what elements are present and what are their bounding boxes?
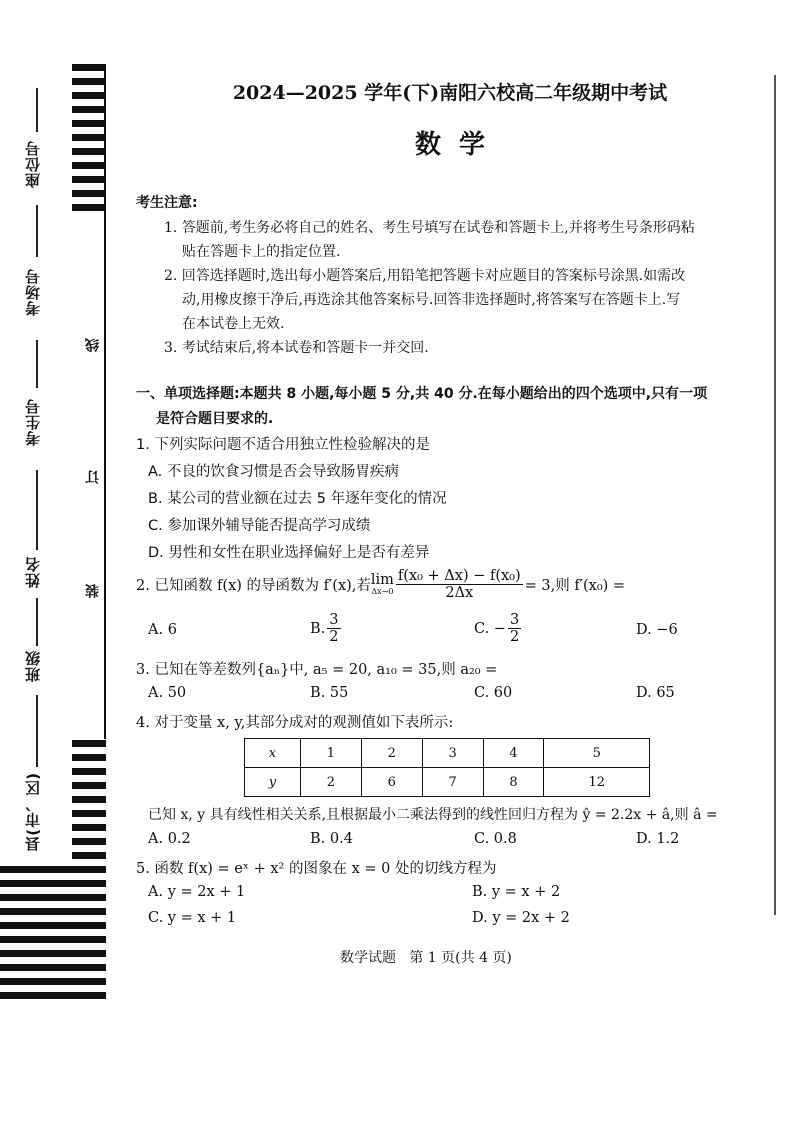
- table-cell: 2: [361, 739, 422, 768]
- question-3-option-d: D. 65: [636, 685, 675, 701]
- notice-heading: 考生注意:: [136, 195, 198, 211]
- notice-line: 在本试卷上无效.: [182, 316, 285, 332]
- option-c-label: C. −: [474, 620, 506, 637]
- question-2-stem: [136, 568, 625, 601]
- limit-operator: [371, 573, 394, 596]
- question-3-option-a: A. 50: [148, 685, 187, 701]
- question-1-option-c: C. 参加课外辅导能否提高学习成绩: [148, 518, 371, 534]
- question-5-option-b: B. y = x + 2: [472, 884, 561, 900]
- question-5-stem: 5. 函数 f(x) = eˣ + x² 的图象在 x = 0 处的切线方程为: [136, 861, 497, 877]
- bind-mark: 装: [85, 584, 101, 598]
- county-label: 县(市、区): [24, 772, 42, 852]
- question-2-suffix: = 3,则 f′(x₀) =: [524, 578, 626, 594]
- blank-line: [36, 88, 38, 132]
- exam-title: 2024—2025 学年(下)南阳六校高二年级期中考试: [232, 82, 668, 104]
- question-4-option-c: C. 0.8: [474, 831, 517, 847]
- lim-text: lim: [370, 572, 394, 589]
- class-label: 班级: [24, 650, 42, 682]
- barcode-strip-top: [72, 64, 106, 214]
- observation-table: [244, 738, 650, 797]
- blank-line: [36, 205, 38, 257]
- page-footer: 数学试题 第 1 页(共 4 页): [340, 950, 512, 966]
- table-cell: 8: [483, 768, 544, 797]
- student-number-label: 考生号: [24, 398, 42, 446]
- question-3-option-b: B. 55: [310, 685, 349, 701]
- option-c-numerator: 3: [509, 612, 520, 628]
- line-mark: 线: [85, 338, 101, 352]
- question-1-option-b: B. 某公司的营业额在过去 5 年逐年变化的情况: [148, 491, 447, 507]
- notice-line: 2. 回答选择题时,选出每小题答案后,用铅笔把答题卡对应题目的答案标号涂黑.如需改: [164, 268, 686, 284]
- table-cell: 2: [300, 768, 361, 797]
- question-2-option-d: D. −6: [636, 622, 678, 638]
- limit-fraction: [396, 568, 523, 601]
- table-cell: 3: [422, 739, 483, 768]
- question-1-option-d: D. 男性和女性在职业选择偏好上是否有差异: [148, 545, 430, 561]
- question-3-option-c: C. 60: [474, 685, 513, 701]
- question-2-option-a: A. 6: [148, 622, 177, 638]
- binding-line: [104, 64, 106, 739]
- question-4-option-d: D. 1.2: [636, 831, 680, 847]
- notice-line: 3. 考试结束后,将本试卷和答题卡一并交回.: [164, 340, 429, 356]
- table-cell: 5: [544, 739, 650, 768]
- question-4-stem: 4. 对于变量 x, y,其部分成对的观测值如下表所示:: [136, 715, 454, 731]
- option-b-denominator: 2: [329, 629, 339, 645]
- table-row-x: [245, 739, 650, 768]
- table-cell: y: [245, 768, 301, 797]
- question-4-option-b: B. 0.4: [310, 831, 353, 847]
- table-cell: 7: [422, 768, 483, 797]
- option-c-denominator: 2: [509, 629, 520, 645]
- subject-title: 数 学: [414, 130, 486, 160]
- name-label: 姓名: [24, 556, 42, 588]
- question-5-option-d: D. y = 2x + 2: [472, 910, 570, 926]
- table-cell: 6: [361, 768, 422, 797]
- notice-line: 1. 答题前,考生务必将自己的姓名、考生号填写在试卷和答题卡上,并将考生号条形码粘: [164, 220, 695, 236]
- question-2-option-c: [474, 612, 523, 645]
- exam-room-label: 考场号: [24, 268, 42, 316]
- table-row-y: [245, 768, 650, 797]
- blank-line: [36, 695, 38, 767]
- question-2-prefix: 2. 已知函数 f(x) 的导函数为 f′(x),若: [136, 578, 371, 594]
- seat-number-label: 座位号: [24, 140, 42, 188]
- question-5-option-c: C. y = x + 1: [148, 910, 237, 926]
- staple-mark: 订: [85, 470, 101, 484]
- option-b-numerator: 3: [329, 612, 339, 628]
- blank-line: [36, 598, 38, 646]
- section-heading: 一、单项选择题:本题共 8 小题,每小题 5 分,共 40 分.在每小题给出的四个选项中,只有一项: [136, 386, 708, 402]
- blank-line: [36, 340, 38, 388]
- section-heading-cont: 是符合题目要求的.: [156, 411, 274, 427]
- question-4-option-a: A. 0.2: [148, 831, 191, 847]
- table-cell: 1: [300, 739, 361, 768]
- fraction-denominator: 2Δx: [445, 585, 474, 601]
- question-4-condition: 已知 x, y 具有线性相关关系,且根据最小二乘法得到的线性回归方程为 ŷ = 2.2x + â,则 â =: [148, 807, 718, 823]
- option-b-label: B.: [310, 620, 326, 637]
- table-cell: 4: [483, 739, 544, 768]
- question-1-option-a: A. 不良的饮食习惯是否会导致肠胃疾病: [148, 464, 399, 480]
- question-5-option-a: A. y = 2x + 1: [148, 884, 246, 900]
- fraction-numerator: f(x₀ + Δx) − f(x₀): [397, 568, 521, 584]
- question-2-option-b: [310, 612, 343, 645]
- notice-line: 贴在答题卡上的指定位置.: [182, 244, 341, 260]
- page-edge-line: [774, 75, 776, 915]
- notice-line: 动,用橡皮擦干净后,再选涂其他答案标号.回答非选择题时,将答案写在答题卡上.写: [182, 292, 681, 308]
- question-1-stem: 1. 下列实际问题不适合用独立性检验解决的是: [136, 437, 430, 453]
- blank-line: [36, 470, 38, 550]
- table-cell: x: [245, 739, 301, 768]
- table-cell: 12: [544, 768, 650, 797]
- lim-subscript: Δx→0: [371, 586, 394, 596]
- question-3-stem: 3. 已知在等差数列{aₙ}中, a₅ = 20, a₁₀ = 35,则 a₂₀ =: [136, 662, 498, 678]
